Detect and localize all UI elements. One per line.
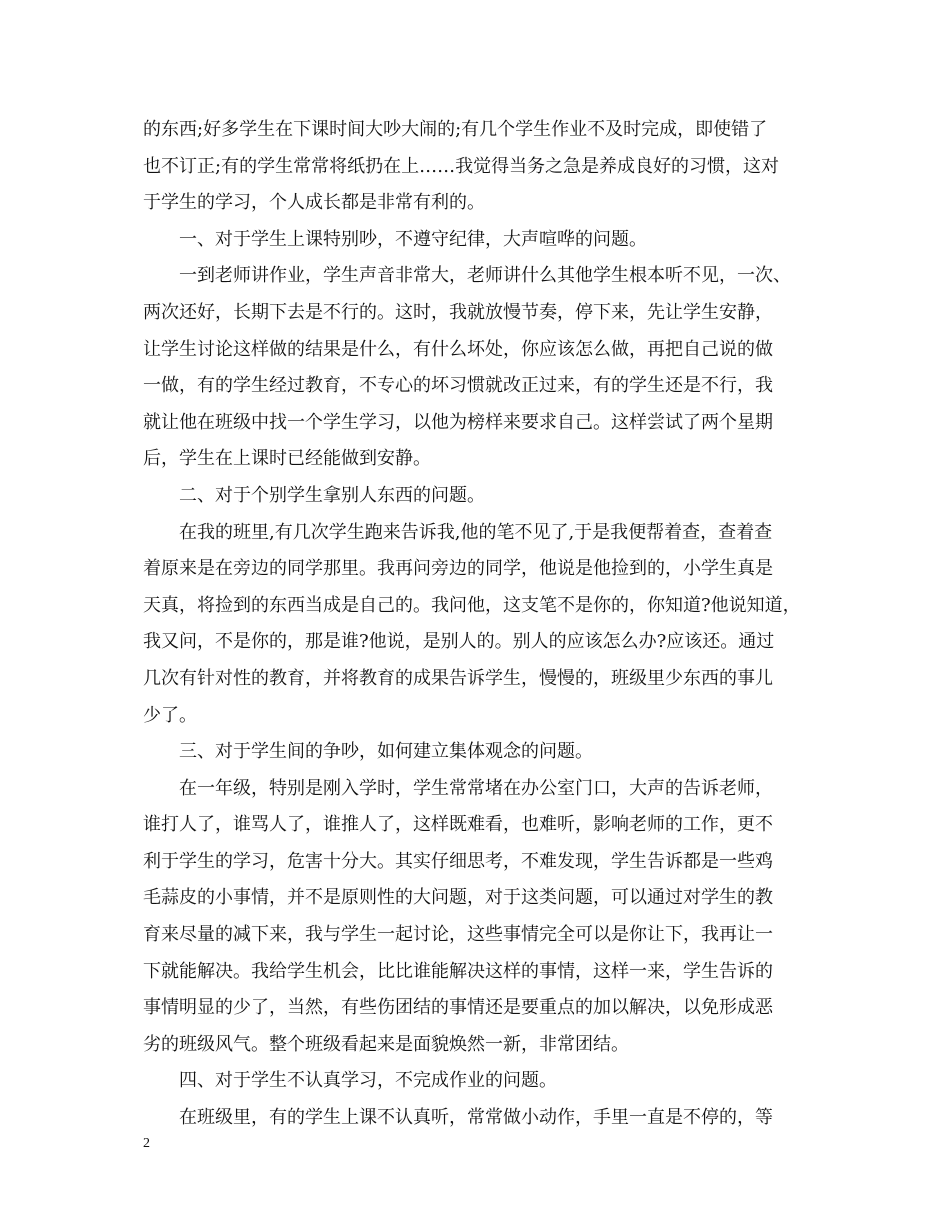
document-body bbox=[143, 112, 823, 1137]
text-line: 于学生的学习，个人成长都是非常有利的。 bbox=[143, 192, 485, 214]
text-line: 就让他在班级中找一个学生学习，以他为榜样来要求自己。这样尝试了两个星期 bbox=[143, 411, 773, 433]
text-line: 谁打人了，谁骂人了，谁推人了，这样既难看，也难听，影响老师的工作，更不 bbox=[143, 814, 773, 836]
text-line: 也不订正;有的学生常常将纸扔在上……我觉得当务之急是养成良好的习惯，这对 bbox=[143, 155, 780, 177]
text-line: 少了。 bbox=[143, 704, 197, 726]
text-line: 利于学生的学习，危害十分大。其实仔细思考，不难发现，学生告诉都是一些鸡 bbox=[143, 850, 773, 872]
text-line: 在我的班里,有几次学生跑来告诉我,他的笔不见了,于是我便帮着查，查着查 bbox=[179, 521, 773, 543]
page-number: 2 bbox=[143, 1136, 150, 1151]
text-line: 两次还好，长期下去是不行的。这时，我就放慢节奏，停下来，先让学生安静， bbox=[143, 301, 773, 323]
text-line: 在班级里，有的学生上课不认真听，常常做小动作，手里一直是不停的，等 bbox=[179, 1107, 773, 1129]
text-line: 毛蒜皮的小事情，并不是原则性的大问题，对于这类问题，可以通过对学生的教 bbox=[143, 887, 773, 909]
text-line: 的东西;好多学生在下课时间大吵大闹的;有几个学生作业不及时完成，即使错了 bbox=[143, 119, 768, 140]
text-line: 二、对于个别学生拿别人东西的问题。 bbox=[179, 484, 485, 506]
text-line: 着原来是在旁边的同学那里。我再问旁边的同学，他说是他捡到的，小学生真是 bbox=[143, 558, 773, 580]
text-line: 一、对于学生上课特别吵，不遵守纪律，大声喧哗的问题。 bbox=[179, 228, 647, 250]
text-line: 一到老师讲作业，学生声音非常大，老师讲什么其他学生根本听不见，一次、 bbox=[179, 265, 791, 287]
text-line: 几次有针对性的教育，并将教育的成果告诉学生，慢慢的，班级里少东西的事儿 bbox=[143, 667, 773, 689]
text-line: 让学生讨论这样做的结果是什么，有什么坏处，你应该怎么做，再把自己说的做 bbox=[143, 338, 773, 360]
text-line: 我又问，不是你的，那是谁?他说，是别人的。别人的应该怎么办?应该还。通过 bbox=[143, 631, 775, 653]
text-line: 四、对于学生不认真学习，不完成作业的问题。 bbox=[179, 1070, 557, 1092]
text-line: 后，学生在上课时已经能做到安静。 bbox=[143, 448, 431, 470]
text-line: 育来尽量的减下来，我与学生一起讨论，这些事情完全可以是你让下，我再让一 bbox=[143, 924, 773, 946]
text-line: 事情明显的少了，当然，有些伤团结的事情还是要重点的加以解决，以免形成恶 bbox=[143, 997, 773, 1019]
text-line: 一做，有的学生经过教育，不专心的坏习惯就改正过来，有的学生还是不行，我 bbox=[143, 375, 773, 397]
text-line: 天真，将捡到的东西当成是自己的。我问他，这支笔不是你的，你知道?他说知道， bbox=[143, 594, 801, 616]
text-line: 在一年级，特别是刚入学时，学生常常堵在办公室门口，大声的告诉老师， bbox=[179, 777, 773, 799]
text-line: 三、对于学生间的争吵，如何建立集体观念的问题。 bbox=[179, 741, 593, 763]
text-line: 劣的班级风气。整个班级看起来是面貌焕然一新，非常团结。 bbox=[143, 1033, 629, 1055]
text-line: 下就能解决。我给学生机会，比比谁能解决这样的事情，这样一来，学生告诉的 bbox=[143, 960, 773, 982]
